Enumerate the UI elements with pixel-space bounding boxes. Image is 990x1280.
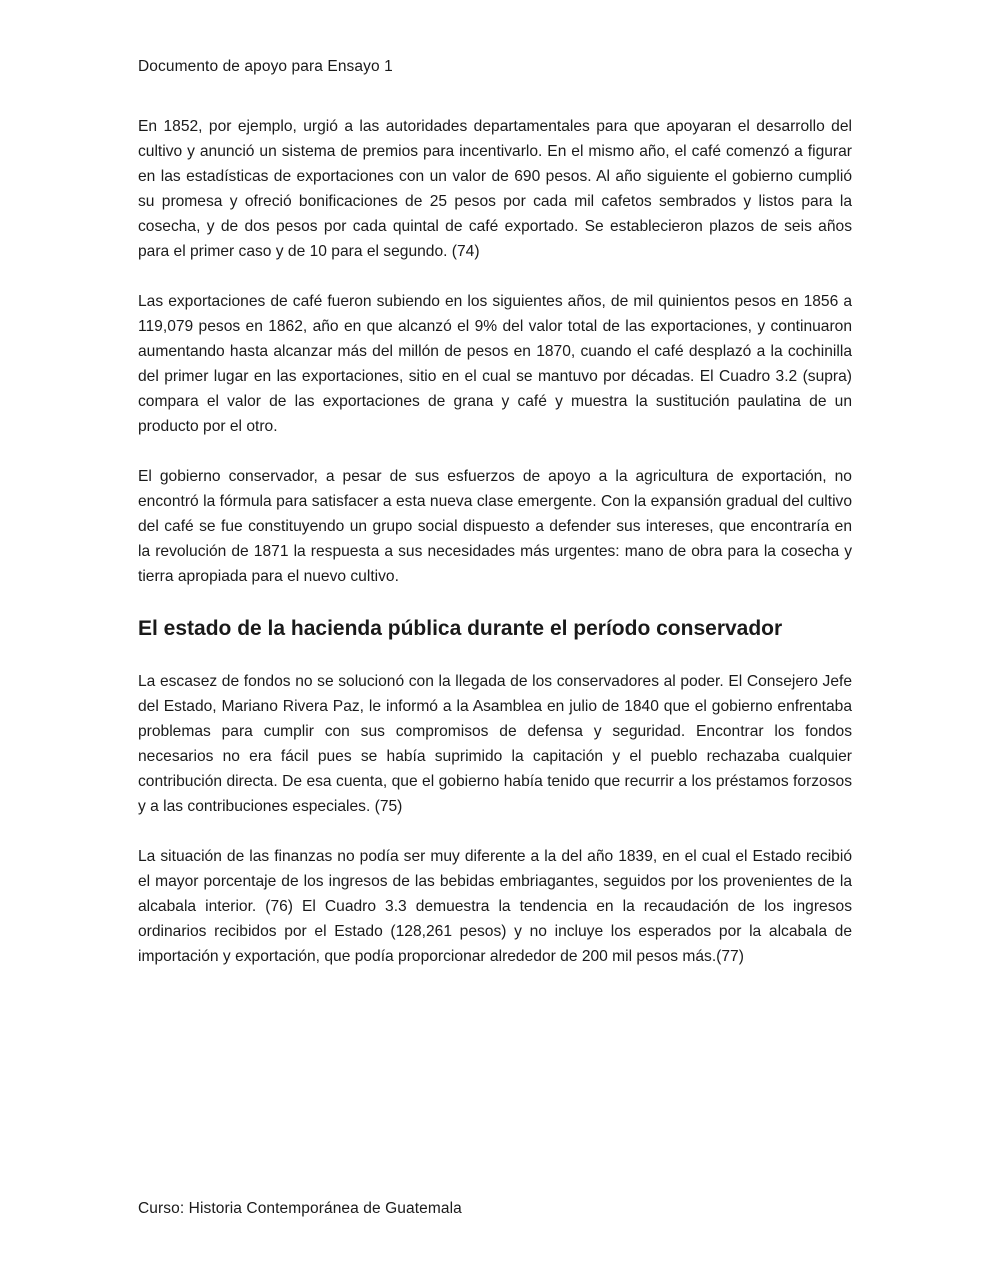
paragraph: En 1852, por ejemplo, urgió a las autoridades departamentales para que apoyaran el desarrollo del cultivo y anunció un sistema de premios para incentivarlo. En el mismo año, el café comenzó a figurar en las estadísticas de exportaciones con un valor de 690 pesos. Al año siguiente el gobierno cumplió su promesa y ofreció bonificaciones de 25 pesos por cada mil cafetos sembrados y listos para la cosecha, y de dos pesos por cada quintal de café exportado. Se establecieron plazos de seis años para el primer caso y de 10 para el segundo. (74) — [138, 118, 852, 260]
paragraph: La situación de las finanzas no podía ser muy diferente a la del año 1839, en el cual el Estado recibió el mayor porcentaje de los ingresos de las bebidas embriagantes, seguidos por los provenientes de la alcabala interior. (76) El Cuadro 3.3 demuestra la tendencia en la recaudación de los ingresos ordinarios recibidos por el Estado (128,261 pesos) y no incluye los esperados por la alcabala de importación y exportación, que podía proporcionar alrededor de 200 mil pesos más.(77) — [138, 848, 852, 965]
section-heading: El estado de la hacienda pública durante el período conservador — [138, 617, 783, 640]
paragraph: La escasez de fondos no se solucionó con la llegada de los conservadores al poder. El Consejero Jefe del Estado, Mariano Rivera Paz, le informó a la Asamblea en julio de 1840 que el gobierno enfrentaba problemas para cumplir con sus compromisos de defensa y seguridad. Encontrar los fondos necesarios no era fácil pues se había suprimido la capitación y el pueblo rechazaba cualquier contribución directa. De esa cuenta, que el gobierno había tenido que recurrir a los préstamos forzosos y a las contribuciones especiales. (75) — [138, 673, 852, 815]
document-body — [138, 114, 852, 994]
paragraph: Las exportaciones de café fueron subiendo en los siguientes años, de mil quinientos pesos en 1856 a 119,079 pesos en 1862, año en que alcanzó el 9% del valor total de las exportaciones, y continuaron aumentando hasta alcanzar más del millón de pesos en 1870, cuando el café desplazó a la cochinilla del primer lugar en las exportaciones, sitio en el cual se mantuvo por décadas. El Cuadro 3.2 (supra) compara el valor de las exportaciones de grana y café y muestra la sustitución paulatina de un producto por el otro. — [138, 293, 852, 435]
page-footer: Curso: Historia Contemporánea de Guatemala — [138, 1200, 462, 1217]
page-header: Documento de apoyo para Ensayo 1 — [138, 58, 393, 75]
paragraph: El gobierno conservador, a pesar de sus esfuerzos de apoyo a la agricultura de exportación, no encontró la fórmula para satisfacer a esta nueva clase emergente. Con la expansión gradual del cultivo del café se fue constituyendo un grupo social dispuesto a defender sus intereses, que encontraría en la revolución de 1871 la respuesta a sus necesidades más urgentes: mano de obra para la cosecha y tierra apropiada para el nuevo cultivo. — [138, 468, 852, 585]
